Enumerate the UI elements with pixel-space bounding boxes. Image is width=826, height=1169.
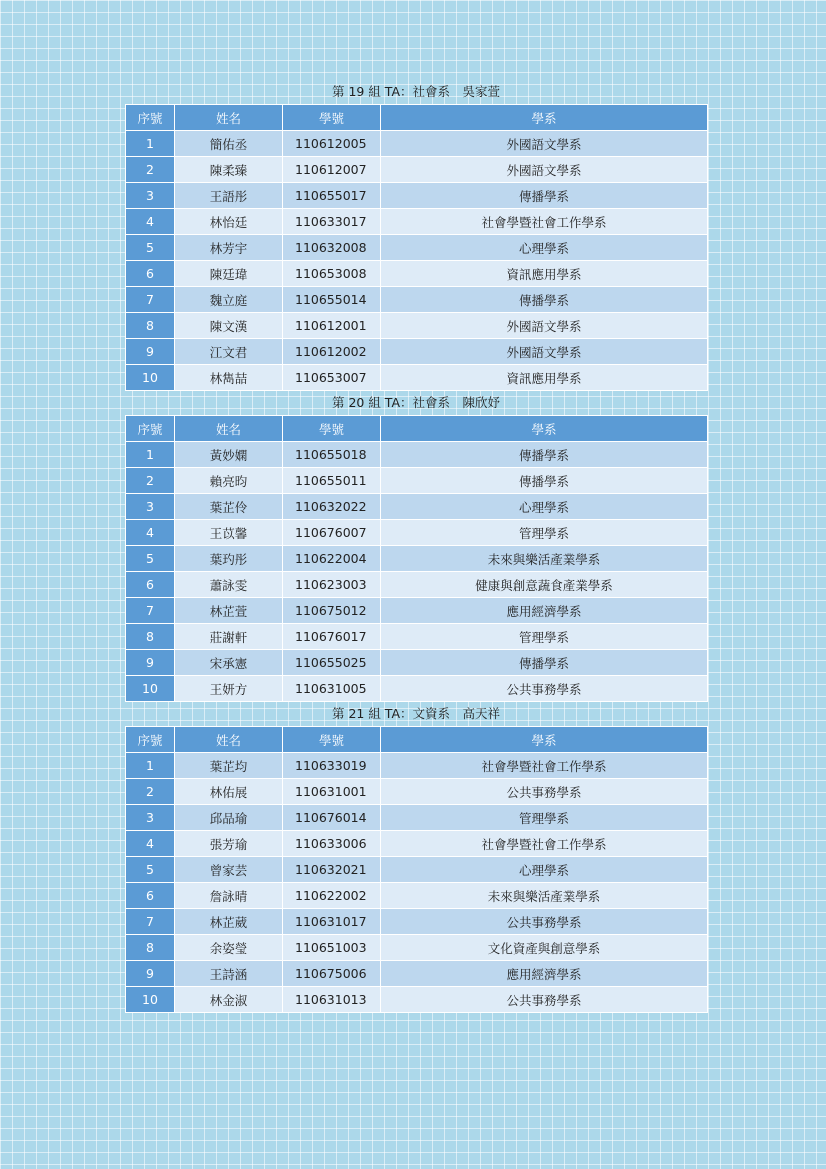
department-cell: 外國語文學系 [381,313,708,339]
table-row [126,157,708,183]
table-row [126,987,708,1013]
name-cell: 邱品瑜 [175,805,283,831]
seq-cell: 9 [126,650,175,676]
student-id-cell: 110675006 [283,961,381,987]
table-row [126,546,708,572]
student-id-cell: 110632022 [283,494,381,520]
name-cell: 林芷萱 [175,598,283,624]
seq-cell: 1 [126,753,175,779]
header-name: 姓名 [175,727,283,753]
name-cell: 蕭詠雯 [175,572,283,598]
table-row [126,494,708,520]
student-id-cell: 110622002 [283,883,381,909]
seq-cell: 9 [126,961,175,987]
name-cell: 江文君 [175,339,283,365]
department-cell: 傳播學系 [381,287,708,313]
department-cell: 管理學系 [381,624,708,650]
department-cell: 應用經濟學系 [381,961,708,987]
table-row [126,365,708,391]
department-cell: 傳播學系 [381,183,708,209]
header-seq: 序號 [126,727,175,753]
student-id-cell: 110675012 [283,598,381,624]
roster-table [125,104,708,391]
seq-cell: 7 [126,909,175,935]
header-name: 姓名 [175,416,283,442]
seq-cell: 2 [126,468,175,494]
name-cell: 黃妙嫻 [175,442,283,468]
table-row [126,468,708,494]
seq-cell: 5 [126,235,175,261]
department-cell: 公共事務學系 [381,909,708,935]
table-row [126,209,708,235]
header-name: 姓名 [175,105,283,131]
seq-cell: 7 [126,598,175,624]
department-cell: 未來與樂活產業學系 [381,883,708,909]
group-title: 第 20 組 TA：社會系 陳欣妤 [331,395,501,410]
table-row [126,131,708,157]
student-id-cell: 110655017 [283,183,381,209]
department-cell: 社會學暨社會工作學系 [381,209,708,235]
name-cell: 林芷葳 [175,909,283,935]
name-cell: 林芳宇 [175,235,283,261]
seq-cell: 4 [126,209,175,235]
roster-table [125,415,708,702]
name-cell: 王語彤 [175,183,283,209]
student-id-cell: 110612002 [283,339,381,365]
department-cell: 應用經濟學系 [381,598,708,624]
department-cell: 資訊應用學系 [381,365,708,391]
name-cell: 林怡廷 [175,209,283,235]
table-header-row [126,416,708,442]
student-id-cell: 110633019 [283,753,381,779]
department-cell: 傳播學系 [381,468,708,494]
name-cell: 曾家芸 [175,857,283,883]
seq-cell: 7 [126,287,175,313]
name-cell: 葉芷伶 [175,494,283,520]
seq-cell: 8 [126,935,175,961]
table-row [126,235,708,261]
name-cell: 林雋喆 [175,365,283,391]
table-row [126,572,708,598]
header-student-id: 學號 [283,416,381,442]
student-id-cell: 110632021 [283,857,381,883]
seq-cell: 10 [126,987,175,1013]
department-cell: 文化資產與創意學系 [381,935,708,961]
department-cell: 傳播學系 [381,442,708,468]
student-id-cell: 110612005 [283,131,381,157]
student-id-cell: 110633017 [283,209,381,235]
table-row [126,598,708,624]
student-id-cell: 110631005 [283,676,381,702]
table-row [126,650,708,676]
name-cell: 宋承憲 [175,650,283,676]
table-header-row [126,727,708,753]
name-cell: 葉玓彤 [175,546,283,572]
header-department: 學系 [381,105,708,131]
table-row [126,442,708,468]
roster-table [125,726,708,1013]
name-cell: 王詩涵 [175,961,283,987]
department-cell: 外國語文學系 [381,131,708,157]
name-cell: 賴亮昀 [175,468,283,494]
department-cell: 傳播學系 [381,650,708,676]
table-row [126,935,708,961]
table-row [126,961,708,987]
table-row [126,753,708,779]
table-row [126,339,708,365]
department-cell: 公共事務學系 [381,676,708,702]
department-cell: 心理學系 [381,235,708,261]
group-title: 第 19 組 TA：社會系 吳家萱 [331,84,501,99]
department-cell: 心理學系 [381,857,708,883]
table-row [126,831,708,857]
name-cell: 余姿瑩 [175,935,283,961]
group-section [125,391,707,702]
student-id-cell: 110651003 [283,935,381,961]
header-seq: 序號 [126,105,175,131]
seq-cell: 3 [126,805,175,831]
department-cell: 心理學系 [381,494,708,520]
student-id-cell: 110655018 [283,442,381,468]
seq-cell: 4 [126,831,175,857]
student-id-cell: 110655011 [283,468,381,494]
seq-cell: 10 [126,676,175,702]
table-row [126,909,708,935]
student-id-cell: 110612007 [283,157,381,183]
table-header-row [126,105,708,131]
header-student-id: 學號 [283,727,381,753]
name-cell: 林金淑 [175,987,283,1013]
header-seq: 序號 [126,416,175,442]
seq-cell: 10 [126,365,175,391]
name-cell: 陳文漢 [175,313,283,339]
table-row [126,520,708,546]
seq-cell: 8 [126,313,175,339]
student-id-cell: 110623003 [283,572,381,598]
department-cell: 未來與樂活產業學系 [381,546,708,572]
table-row [126,261,708,287]
department-cell: 社會學暨社會工作學系 [381,753,708,779]
name-cell: 魏立庭 [175,287,283,313]
table-row [126,624,708,650]
name-cell: 莊謝軒 [175,624,283,650]
student-id-cell: 110612001 [283,313,381,339]
student-id-cell: 110631017 [283,909,381,935]
name-cell: 簡佑丞 [175,131,283,157]
seq-cell: 5 [126,857,175,883]
name-cell: 張芳瑜 [175,831,283,857]
seq-cell: 3 [126,494,175,520]
department-cell: 外國語文學系 [381,157,708,183]
student-id-cell: 110655025 [283,650,381,676]
seq-cell: 2 [126,157,175,183]
department-cell: 公共事務學系 [381,779,708,805]
seq-cell: 2 [126,779,175,805]
table-row [126,857,708,883]
seq-cell: 6 [126,572,175,598]
header-department: 學系 [381,727,708,753]
seq-cell: 5 [126,546,175,572]
table-row [126,183,708,209]
name-cell: 林佑展 [175,779,283,805]
seq-cell: 9 [126,339,175,365]
name-cell: 陳柔臻 [175,157,283,183]
seq-cell: 6 [126,261,175,287]
seq-cell: 1 [126,131,175,157]
department-cell: 公共事務學系 [381,987,708,1013]
name-cell: 詹詠晴 [175,883,283,909]
seq-cell: 1 [126,442,175,468]
student-id-cell: 110676007 [283,520,381,546]
table-row [126,313,708,339]
seq-cell: 6 [126,883,175,909]
department-cell: 健康與創意蔬食產業學系 [381,572,708,598]
student-id-cell: 110622004 [283,546,381,572]
group-title: 第 21 組 TA：文資系 高天祥 [331,706,501,721]
header-department: 學系 [381,416,708,442]
name-cell: 陳廷瑋 [175,261,283,287]
student-id-cell: 110655014 [283,287,381,313]
name-cell: 王苡馨 [175,520,283,546]
student-id-cell: 110631013 [283,987,381,1013]
student-id-cell: 110632008 [283,235,381,261]
student-id-cell: 110676017 [283,624,381,650]
header-student-id: 學號 [283,105,381,131]
group-section [125,702,707,1013]
seq-cell: 3 [126,183,175,209]
table-row [126,805,708,831]
seq-cell: 8 [126,624,175,650]
student-id-cell: 110633006 [283,831,381,857]
department-cell: 資訊應用學系 [381,261,708,287]
name-cell: 王妍方 [175,676,283,702]
table-row [126,883,708,909]
table-row [126,676,708,702]
student-id-cell: 110653007 [283,365,381,391]
student-id-cell: 110631001 [283,779,381,805]
student-id-cell: 110676014 [283,805,381,831]
table-row [126,779,708,805]
department-cell: 外國語文學系 [381,339,708,365]
department-cell: 管理學系 [381,805,708,831]
name-cell: 葉芷均 [175,753,283,779]
department-cell: 社會學暨社會工作學系 [381,831,708,857]
seq-cell: 4 [126,520,175,546]
table-row [126,287,708,313]
group-section [125,80,707,391]
student-id-cell: 110653008 [283,261,381,287]
department-cell: 管理學系 [381,520,708,546]
document-body [125,80,707,1013]
